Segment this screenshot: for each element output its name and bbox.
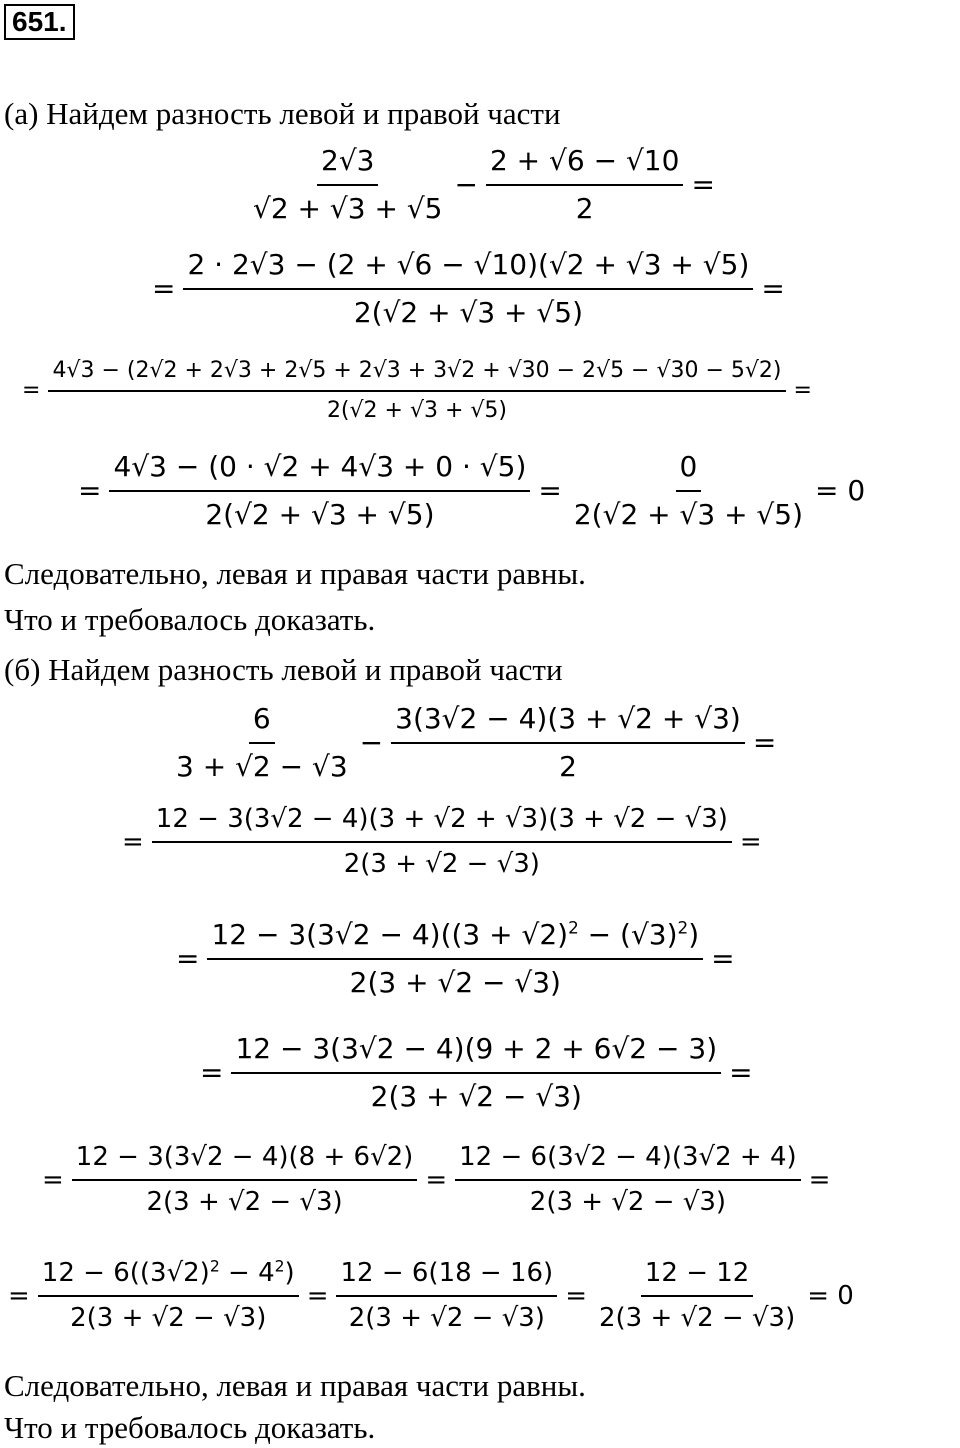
denominator: 2(3 + √2 − √3) [349, 965, 561, 999]
result: = 0 [815, 474, 866, 508]
part-a-qed: Что и требовалось доказать. [4, 602, 376, 637]
equals-sign: = [739, 827, 762, 858]
numerator: 4√3 − (0 · √2 + 4√3 + 0 · √5) [109, 448, 530, 492]
part-b-equation-6 [4, 1256, 858, 1336]
numerator [207, 916, 703, 960]
denominator: 2 [575, 191, 594, 225]
fraction [486, 142, 683, 228]
denominator: 2(3 + √2 − √3) [146, 1187, 343, 1218]
part-a-equation-2 [148, 246, 789, 332]
equals-sign: = [152, 272, 176, 306]
numerator-part: ) [688, 918, 700, 951]
numerator-part: 12 − 6((3√2) [41, 1258, 210, 1288]
equals-sign: = [565, 1281, 587, 1312]
numerator: 2 · 2√3 − (2 + √6 − √10)(√2 + √3 + √5) [183, 246, 753, 290]
part-b-equation-4 [196, 1030, 757, 1116]
equals-sign: = [78, 474, 102, 508]
numerator [38, 1256, 299, 1297]
fraction [391, 700, 745, 786]
numerator-part: − 4 [219, 1258, 275, 1288]
part-a-equation-1 [245, 142, 719, 228]
fraction [336, 1256, 557, 1336]
equals-sign: = [729, 1056, 753, 1090]
equals-sign: = [8, 1281, 30, 1312]
numerator: 12 − 3(3√2 − 4)(9 + 2 + 6√2 − 3) [231, 1030, 721, 1074]
fraction [231, 1030, 721, 1116]
equals-sign: = [200, 1056, 224, 1090]
equals-sign: = [691, 168, 715, 202]
denominator: 2(3 + √2 − √3) [348, 1303, 545, 1334]
denominator: 2(√2 + √3 + √5) [353, 295, 583, 329]
part-b-equation-1 [168, 700, 780, 786]
part-b-equation-5 [38, 1140, 834, 1220]
denominator: 2(3 + √2 − √3) [343, 849, 540, 880]
part-b-intro: (б) Найдем разность левой и правой части [4, 652, 563, 687]
part-b-equation-3 [172, 916, 739, 1002]
numerator: 2√3 [317, 142, 378, 186]
fraction [109, 448, 530, 534]
numerator: 6 [249, 700, 275, 744]
fraction [570, 448, 807, 534]
numerator: 12 − 6(18 − 16) [336, 1256, 557, 1297]
part-a-equation-3 [18, 356, 816, 425]
numerator: 0 [676, 448, 702, 492]
problem-number: 651. [4, 4, 75, 40]
equals-sign: = [306, 1281, 329, 1312]
fraction [48, 356, 785, 425]
equals-sign: = [711, 942, 735, 976]
equals-sign: = [761, 272, 785, 306]
denominator: 2(√2 + √3 + √5) [573, 497, 804, 531]
fraction [172, 700, 352, 786]
numerator: 12 − 3(3√2 − 4)(3 + √2 + √3)(3 + √2 − √3) [152, 802, 732, 843]
equals-sign: = [793, 378, 812, 404]
numerator: 2 + √6 − √10 [486, 142, 683, 186]
equals-sign: = [752, 726, 777, 760]
denominator: 2(√2 + √3 + √5) [205, 497, 435, 531]
denominator: √2 + √3 + √5 [253, 191, 443, 225]
numerator: 4√3 − (2√2 + 2√3 + 2√5 + 2√3 + 3√2 + √30 − 2√5 − √30 − 5√2) [48, 356, 785, 392]
fraction [72, 1140, 418, 1220]
part-a-conclusion: Следовательно, левая и правая части равны. [4, 556, 586, 591]
equals-sign: = [42, 1165, 64, 1196]
exponent: 2 [209, 1257, 220, 1276]
equals-sign: = [808, 1165, 831, 1196]
denominator: 2(3 + √2 − √3) [529, 1187, 726, 1218]
part-a-equation-4 [74, 448, 869, 534]
fraction [455, 1140, 801, 1220]
equals-sign: = [425, 1165, 448, 1196]
part-b-qed: Что и требовалось доказать. [4, 1410, 376, 1445]
fraction [38, 1256, 299, 1336]
equals-sign: = [176, 942, 200, 976]
exponent: 2 [677, 917, 689, 938]
fraction [183, 246, 753, 332]
numerator-part: 12 − 3(3√2 − 4)((3 + √2) [211, 918, 569, 951]
denominator: 2(3 + √2 − √3) [370, 1079, 582, 1113]
numerator-part: ) [284, 1258, 295, 1288]
fraction [249, 142, 447, 228]
numerator: 12 − 12 [641, 1256, 753, 1297]
numerator: 3(3√2 − 4)(3 + √2 + √3) [391, 700, 745, 744]
denominator: 2(3 + √2 − √3) [599, 1303, 796, 1334]
part-a-intro: (а) Найдем разность левой и правой части [4, 96, 561, 131]
numerator: 12 − 6(3√2 − 4)(3√2 + 4) [455, 1140, 801, 1181]
exponent: 2 [274, 1257, 285, 1276]
fraction [152, 802, 732, 882]
result: = 0 [807, 1281, 854, 1312]
part-b-equation-2 [118, 802, 766, 882]
denominator: 2(3 + √2 − √3) [70, 1303, 267, 1334]
equals-sign: = [122, 827, 144, 858]
equals-sign: = [22, 378, 41, 404]
numerator-part: − (√3) [578, 918, 678, 951]
numerator: 12 − 3(3√2 − 4)(8 + 6√2) [72, 1140, 418, 1181]
part-b-conclusion: Следовательно, левая и правая части равны. [4, 1368, 586, 1403]
denominator: 2 [559, 749, 577, 783]
denominator: 3 + √2 − √3 [176, 749, 348, 783]
fraction [595, 1256, 799, 1336]
operator: − [454, 168, 478, 202]
exponent: 2 [568, 917, 579, 938]
fraction [207, 916, 703, 1002]
equals-sign: = [538, 474, 562, 508]
denominator: 2(√2 + √3 + √5) [326, 397, 507, 423]
operator: − [359, 726, 384, 760]
